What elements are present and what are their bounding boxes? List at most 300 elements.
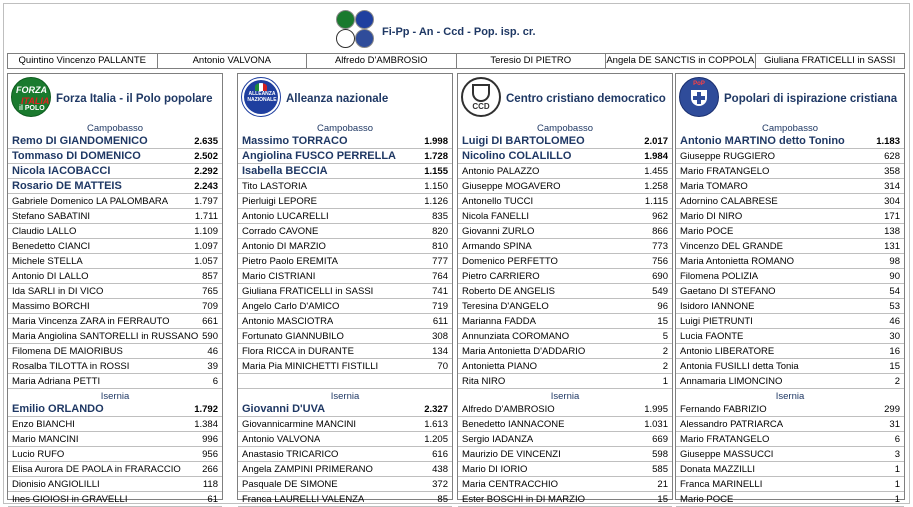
candidate-row <box>676 149 904 164</box>
president-candidate: Antonio VALVONA <box>158 54 308 68</box>
candidate-row <box>676 329 904 344</box>
candidate-row <box>238 194 452 209</box>
candidate-votes: 598 <box>652 449 668 460</box>
popolari-mini-logo <box>355 29 374 48</box>
candidate-name: Giovanni D'UVA <box>242 403 326 415</box>
section-label-campobasso: Campobasso <box>317 123 373 134</box>
candidate-row <box>8 344 222 359</box>
candidate-list-campobasso <box>8 134 222 389</box>
candidate-name: Antonio PALAZZO <box>462 166 540 177</box>
candidate-row <box>238 239 452 254</box>
president-candidate: Teresio DI PIETRO <box>457 54 607 68</box>
candidate-row <box>458 447 672 462</box>
candidate-row <box>458 314 672 329</box>
president-candidate: Quintino Vincenzo PALLANTE <box>8 54 158 68</box>
candidate-name: Teresina D'ANGELO <box>462 301 549 312</box>
party-column-popolari <box>675 73 905 505</box>
candidate-votes: 590 <box>202 331 218 342</box>
candidate-row <box>676 374 904 389</box>
candidate-name: Mario DI NIRO <box>680 211 743 222</box>
candidate-list-isernia <box>8 402 222 507</box>
candidate-list-isernia <box>458 402 672 507</box>
candidate-row <box>238 224 452 239</box>
candidate-name: Claudio LALLO <box>12 226 77 237</box>
elected-candidate-row <box>238 164 452 179</box>
elected-candidate-row <box>8 179 222 194</box>
section-label-isernia: Isernia <box>775 391 805 402</box>
candidate-votes: 39 <box>207 361 218 372</box>
candidate-votes: 61 <box>207 494 218 505</box>
candidate-name: Massimo BORCHI <box>12 301 90 312</box>
candidate-votes: 1.984 <box>644 151 668 162</box>
candidate-row <box>8 299 222 314</box>
candidate-name: Ester BOSCHI in DI MARZIO <box>462 494 585 505</box>
candidate-row <box>238 492 452 507</box>
elected-candidate-row <box>238 402 452 417</box>
candidate-name: Rosario DE MATTEIS <box>12 180 122 192</box>
candidate-list-campobasso <box>458 134 672 389</box>
candidate-votes: 6 <box>212 376 218 387</box>
candidate-votes: 2 <box>662 346 668 357</box>
candidate-votes: 611 <box>432 316 448 327</box>
party-header <box>458 74 672 123</box>
candidate-name: Fernando FABRIZIO <box>680 404 767 415</box>
candidate-votes: 134 <box>432 346 448 357</box>
candidate-votes: 1 <box>894 494 900 505</box>
candidate-row <box>458 209 672 224</box>
candidate-votes: 661 <box>202 316 218 327</box>
candidate-row <box>676 299 904 314</box>
coalition-logos <box>334 10 376 52</box>
candidate-row <box>676 492 904 507</box>
candidate-row <box>238 447 452 462</box>
president-candidates-bar <box>7 53 905 69</box>
candidate-name: Emilio ORLANDO <box>12 403 104 415</box>
candidate-votes: 956 <box>202 449 218 460</box>
candidate-name: Maria Vincenza ZARA in FERRAUTO <box>12 316 170 327</box>
coalition-header <box>0 6 913 48</box>
section-label-campobasso: Campobasso <box>537 123 593 134</box>
candidate-votes: 1.183 <box>876 136 900 147</box>
candidate-votes: 304 <box>884 196 900 207</box>
candidate-name: Franca LAURELLI VALENZA <box>242 494 365 505</box>
candidate-votes: 138 <box>884 226 900 237</box>
candidate-votes: 21 <box>657 479 668 490</box>
candidate-votes: 1.115 <box>644 196 668 207</box>
candidate-name: Alessandro PATRIARCA <box>680 419 784 430</box>
candidate-votes: 46 <box>207 346 218 357</box>
candidate-row <box>676 239 904 254</box>
candidate-row <box>458 432 672 447</box>
candidate-name: Alfredo D'AMBROSIO <box>462 404 555 415</box>
candidate-name: Filomena DE MAIORIBUS <box>12 346 123 357</box>
president-candidate: Giuliana FRATICELLI in SASSI <box>764 55 896 66</box>
party-column-ccd <box>457 73 673 505</box>
candidate-row <box>238 314 452 329</box>
candidate-name: Maria Adriana PETTI <box>12 376 101 387</box>
section-label-isernia: Isernia <box>100 391 130 402</box>
candidate-name: Lucia FAONTE <box>680 331 744 342</box>
candidate-row <box>8 492 222 507</box>
candidate-votes: 1.097 <box>194 241 218 252</box>
candidate-list-campobasso <box>238 134 452 389</box>
candidate-name: Tito LASTORIA <box>242 181 307 192</box>
ccd-mini-logo <box>336 29 355 48</box>
candidate-name: Filomena POLIZIA <box>680 271 759 282</box>
candidate-votes: 1.998 <box>424 136 448 147</box>
candidate-votes: 585 <box>652 464 668 475</box>
ccd-logo: CCD <box>461 77 501 117</box>
party-name: Forza Italia - il Polo popolare <box>56 93 213 105</box>
candidate-name: Maria Antonietta D'ADDARIO <box>462 346 586 357</box>
candidate-votes: 764 <box>432 271 448 282</box>
candidate-name: Mario POCE <box>680 494 734 505</box>
candidate-votes: 1.384 <box>194 419 218 430</box>
candidate-name: Tommaso DI DOMENICO <box>12 150 141 162</box>
candidate-row <box>8 194 222 209</box>
candidate-name: Antonio MASCIOTRA <box>242 316 334 327</box>
candidate-votes: 1.126 <box>424 196 448 207</box>
candidate-votes: 857 <box>202 271 218 282</box>
candidate-name: Angela ZAMPINI PRIMERANO <box>242 464 373 475</box>
candidate-name: Benedetto CIANCI <box>12 241 91 252</box>
party-header <box>676 74 904 123</box>
candidate-votes: 30 <box>889 331 900 342</box>
candidate-name: Maria CENTRACCHIO <box>462 479 559 490</box>
candidate-votes: 98 <box>889 256 900 267</box>
candidate-name: Antonio DI LALLO <box>12 271 89 282</box>
candidate-row <box>458 239 672 254</box>
candidate-votes: 1.258 <box>644 181 668 192</box>
candidate-name: Maurizio DE VINCENZI <box>462 449 561 460</box>
elected-candidate-row <box>8 149 222 164</box>
candidate-row <box>8 284 222 299</box>
candidate-votes: 308 <box>432 331 448 342</box>
candidate-votes: 314 <box>884 181 900 192</box>
candidate-name: Antonio DI MARZIO <box>242 241 326 252</box>
elected-candidate-row <box>458 149 672 164</box>
candidate-row <box>676 164 904 179</box>
candidate-row <box>238 374 452 389</box>
alleanza-nazionale-mini-logo <box>355 10 374 29</box>
candidate-row <box>676 447 904 462</box>
candidate-name: Mario MANCINI <box>12 434 79 445</box>
candidate-list-isernia <box>676 402 904 507</box>
candidate-name: Annamaria LIMONCINO <box>680 376 783 387</box>
candidate-list-isernia <box>238 402 452 507</box>
candidate-row <box>8 462 222 477</box>
candidate-row <box>458 269 672 284</box>
candidate-row <box>238 299 452 314</box>
candidate-row <box>8 417 222 432</box>
candidate-row <box>676 432 904 447</box>
candidate-votes: 372 <box>432 479 448 490</box>
candidate-name: Nicola FANELLI <box>462 211 530 222</box>
candidate-votes: 15 <box>889 361 900 372</box>
party-column-forza-italia <box>7 73 223 505</box>
candidate-row <box>238 462 452 477</box>
candidate-votes: 85 <box>437 494 448 505</box>
candidate-name: Maria TOMARO <box>680 181 748 192</box>
candidate-row <box>238 417 452 432</box>
candidate-name: Rita NIRO <box>462 376 506 387</box>
candidate-votes: 741 <box>432 286 448 297</box>
candidate-name: Mario DI IORIO <box>462 464 528 475</box>
candidate-votes: 131 <box>884 241 900 252</box>
party-column-alleanza-nazionale <box>237 73 453 505</box>
candidate-votes: 70 <box>437 361 448 372</box>
candidate-votes: 996 <box>202 434 218 445</box>
candidate-votes: 1.031 <box>644 419 668 430</box>
candidate-votes: 3 <box>894 449 900 460</box>
president-candidate: Alfredo D'AMBROSIO <box>307 54 457 68</box>
candidate-row <box>676 254 904 269</box>
candidate-row <box>8 432 222 447</box>
elected-candidate-row <box>238 134 452 149</box>
candidate-name: Mario FRATANGELO <box>680 434 770 445</box>
candidate-name: Giuseppe MASSUCCI <box>680 449 774 460</box>
candidate-name: Nicola IACOBACCI <box>12 165 111 177</box>
candidate-name: Enzo BIANCHI <box>12 419 75 430</box>
candidate-votes: 2 <box>662 361 668 372</box>
candidate-name: Domenico PERFETTO <box>462 256 558 267</box>
candidate-name: Gaetano DI STEFANO <box>680 286 776 297</box>
party-header <box>238 74 452 123</box>
party-name: Popolari di ispirazione cristiana <box>724 93 898 105</box>
forza-italia-mini-logo <box>336 10 355 29</box>
candidate-row <box>458 284 672 299</box>
candidate-list-campobasso <box>676 134 904 389</box>
candidate-row <box>238 432 452 447</box>
candidate-row <box>458 462 672 477</box>
candidate-row <box>676 179 904 194</box>
candidate-row <box>676 402 904 417</box>
candidate-name: Annunziata COROMANO <box>462 331 570 342</box>
section-label-campobasso: Campobasso <box>762 123 818 134</box>
candidate-name: Mario POCE <box>680 226 734 237</box>
candidate-votes: 962 <box>652 211 668 222</box>
candidate-row <box>8 269 222 284</box>
candidate-votes: 777 <box>432 256 448 267</box>
candidate-row <box>238 254 452 269</box>
candidate-name: Sergio IADANZA <box>462 434 534 445</box>
candidate-row <box>238 359 452 374</box>
candidate-votes: 810 <box>432 241 448 252</box>
candidate-name: Antonello TUCCI <box>462 196 534 207</box>
candidate-row <box>8 359 222 374</box>
candidate-row <box>676 417 904 432</box>
candidate-votes: 1.792 <box>194 404 218 415</box>
candidate-votes: 690 <box>652 271 668 282</box>
candidate-votes: 2.327 <box>424 404 448 415</box>
candidate-votes: 1.109 <box>194 226 218 237</box>
candidate-votes: 54 <box>889 286 900 297</box>
candidate-row <box>458 417 672 432</box>
party-name: Centro cristiano democratico <box>506 93 666 105</box>
candidate-row <box>8 254 222 269</box>
candidate-name: Stefano SABATINI <box>12 211 90 222</box>
candidate-name: Maria Pia MINICHETTI FISTILLI <box>242 361 379 372</box>
candidate-row <box>458 254 672 269</box>
elected-candidate-row <box>458 134 672 149</box>
candidate-name: Antonia FUSILLI detta Tonia <box>680 361 799 372</box>
candidate-votes: 118 <box>202 479 218 490</box>
candidate-votes: 358 <box>884 166 900 177</box>
president-candidate: Angela DE SANCTIS in COPPOLA <box>606 55 755 66</box>
candidate-row <box>458 179 672 194</box>
candidate-row <box>8 477 222 492</box>
candidate-votes: 46 <box>889 316 900 327</box>
candidate-name: Ida SARLI in DI VICO <box>12 286 104 297</box>
candidate-name: Armando SPINA <box>462 241 532 252</box>
candidate-votes: 1.711 <box>194 211 218 222</box>
elected-candidate-row <box>238 149 452 164</box>
candidate-name: Isabella BECCIA <box>242 165 328 177</box>
candidate-votes: 1.797 <box>194 196 218 207</box>
candidate-votes: 616 <box>432 449 448 460</box>
candidate-votes: 171 <box>884 211 900 222</box>
elected-candidate-row <box>8 402 222 417</box>
elected-candidate-row <box>8 134 222 149</box>
section-label-isernia: Isernia <box>550 391 580 402</box>
candidate-name: Remo DI GIANDOMENICO <box>12 135 148 147</box>
candidate-votes: 90 <box>889 271 900 282</box>
candidate-votes: 835 <box>432 211 448 222</box>
candidate-votes: 2.017 <box>644 136 668 147</box>
candidate-row <box>458 224 672 239</box>
candidate-votes: 2.635 <box>194 136 218 147</box>
candidate-name: Angelo Carlo D'AMICO <box>242 301 340 312</box>
candidate-name: Adornino CALABRESE <box>680 196 778 207</box>
candidate-votes: 549 <box>652 286 668 297</box>
candidate-row <box>458 164 672 179</box>
candidate-name: Franca MARINELLI <box>680 479 763 490</box>
candidate-votes: 31 <box>889 419 900 430</box>
candidate-row <box>458 402 672 417</box>
candidate-name: Vincenzo DEL GRANDE <box>680 241 783 252</box>
candidate-votes: 1 <box>894 479 900 490</box>
candidate-row <box>676 344 904 359</box>
candidate-row <box>238 477 452 492</box>
candidate-name: Maria Antonietta ROMANO <box>680 256 795 267</box>
candidate-name: Dionisio ANGIOLILLI <box>12 479 100 490</box>
candidate-name: Massimo TORRACO <box>242 135 348 147</box>
candidate-name: Mario FRATANGELO <box>680 166 770 177</box>
candidate-name: Isidoro IANNONE <box>680 301 755 312</box>
candidate-votes: 1.057 <box>194 256 218 267</box>
candidate-votes: 866 <box>652 226 668 237</box>
section-label-campobasso: Campobasso <box>87 123 143 134</box>
candidate-row <box>458 477 672 492</box>
candidate-row <box>8 239 222 254</box>
candidate-votes: 1.728 <box>424 151 448 162</box>
candidate-name: Mario CISTRIANI <box>242 271 316 282</box>
candidate-votes: 1 <box>894 464 900 475</box>
candidate-name: Giovanni ZURLO <box>462 226 535 237</box>
candidate-votes: 53 <box>889 301 900 312</box>
candidate-row <box>458 194 672 209</box>
candidate-name: Elisa Aurora DE PAOLA in FRARACCIO <box>12 464 181 475</box>
candidate-row <box>238 329 452 344</box>
coalition-title: Fi-Pp - An - Ccd - Pop. isp. cr. <box>382 26 536 38</box>
candidate-row <box>676 477 904 492</box>
section-label-isernia: Isernia <box>330 391 360 402</box>
candidate-name: Angiolina FUSCO PERRELLA <box>242 150 396 162</box>
candidate-votes: 2.292 <box>194 166 218 177</box>
candidate-name: Antonio MARTINO detto Tonino <box>680 135 845 147</box>
candidate-votes: 669 <box>652 434 668 445</box>
candidate-name: Rosalba TILOTTA in ROSSI <box>12 361 130 372</box>
candidate-votes: 2.502 <box>194 151 218 162</box>
candidate-votes: 1 <box>662 376 668 387</box>
candidate-votes: 756 <box>652 256 668 267</box>
candidate-name: Donata MAZZILLI <box>680 464 755 475</box>
candidate-name: Corrado CAVONE <box>242 226 319 237</box>
candidate-votes: 266 <box>202 464 218 475</box>
popolari-logo: PoP <box>679 77 719 117</box>
candidate-name: Luigi PIETRUNTI <box>680 316 753 327</box>
candidate-votes: 709 <box>202 301 218 312</box>
candidate-row <box>8 209 222 224</box>
candidate-name: Pietro CARRIERO <box>462 271 540 282</box>
candidate-row <box>8 447 222 462</box>
candidate-name: Michele STELLA <box>12 256 83 267</box>
candidate-name: Nicolino COLALILLO <box>462 150 572 162</box>
candidate-votes: 2.243 <box>194 181 218 192</box>
candidate-name: Benedetto IANNACONE <box>462 419 565 430</box>
candidate-name: Antonio VALVONA <box>242 434 321 445</box>
candidate-row <box>676 209 904 224</box>
candidate-name: Antonio LUCARELLI <box>242 211 329 222</box>
candidate-name: Anastasio TRICARICO <box>242 449 339 460</box>
candidate-votes: 438 <box>432 464 448 475</box>
candidate-votes: 765 <box>202 286 218 297</box>
candidate-row <box>676 284 904 299</box>
candidate-row <box>676 359 904 374</box>
elected-candidate-row <box>8 164 222 179</box>
elected-candidate-row <box>676 134 904 149</box>
candidate-row <box>8 374 222 389</box>
candidate-name: Pierluigi LEPORE <box>242 196 317 207</box>
candidate-name: Giovannicarmine MANCINI <box>242 419 357 430</box>
candidate-name: Ines GIOIOSI in GRAVELLI <box>12 494 128 505</box>
candidate-row <box>238 179 452 194</box>
candidate-votes: 1.995 <box>644 404 668 415</box>
candidate-votes: 15 <box>657 494 668 505</box>
candidate-votes: 719 <box>432 301 448 312</box>
alleanza-nazionale-logo: ALLEANZA NAZIONALE <box>241 77 281 117</box>
candidate-row <box>458 329 672 344</box>
candidate-name: Giuseppe MOGAVERO <box>462 181 561 192</box>
candidate-votes: 820 <box>432 226 448 237</box>
candidate-votes: 1.155 <box>424 166 448 177</box>
candidate-row <box>238 209 452 224</box>
candidate-row <box>458 492 672 507</box>
candidate-name: Giuliana FRATICELLI in SASSI <box>242 286 374 297</box>
candidate-votes: 1.205 <box>424 434 448 445</box>
candidate-row <box>458 359 672 374</box>
candidate-row <box>676 194 904 209</box>
candidate-row <box>676 224 904 239</box>
candidate-votes: 2 <box>894 376 900 387</box>
candidate-name: Fortunato GIANNUBILO <box>242 331 344 342</box>
candidate-name: Giuseppe RUGGIERO <box>680 151 776 162</box>
party-header <box>8 74 222 123</box>
candidate-row <box>8 314 222 329</box>
candidate-name: Maria Angiolina SANTORELLI in RUSSANO <box>12 331 199 342</box>
candidate-row <box>458 344 672 359</box>
candidate-row <box>458 299 672 314</box>
